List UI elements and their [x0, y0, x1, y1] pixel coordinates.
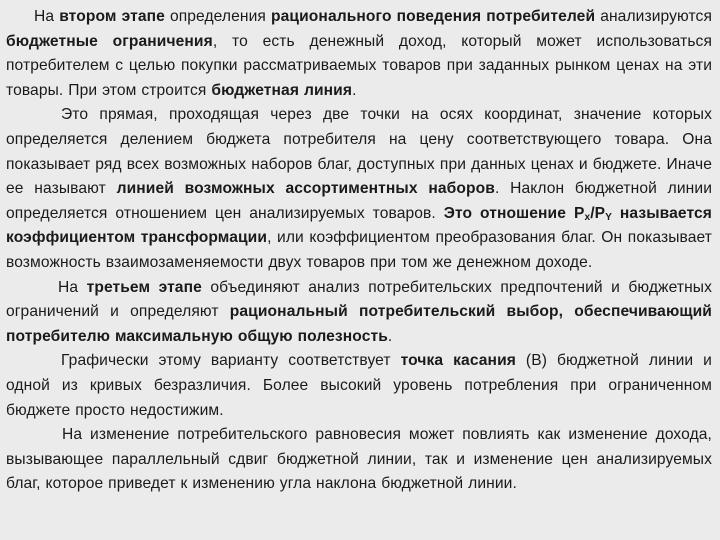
bold-term-tangency-point: точка касания — [400, 352, 516, 370]
text-run: На изменение потребительского равновесия может повлиять как изменение дохода, вызывающее параллельный сдвиг бюджетной линии, так и изменение цен анализируемых благ, которое приведет к изменению угла наклона бюджетной линии. — [6, 426, 712, 493]
bold-term-budget-line: бюджетная линия — [211, 81, 353, 99]
text-run: Это прямая, проходящая через две точки на осях координат, значение которых определяется делением бюджета потребителя на цену соответствующего товара. Она показывает ряд всех возможных наборов благ, доступных при данных ценах и бюджете. Иначе ее называют — [6, 106, 712, 198]
text-run: Графически этому варианту соответствует — [61, 352, 401, 370]
bold-term-budget-constraints: бюджетные ограничения — [6, 32, 213, 50]
text-run: анализируются — [595, 8, 712, 25]
text-run: объединяют анализ потребительских предпочтений и бюджетных ограничений и определяют — [6, 278, 712, 321]
text-run: , то есть денежный доход, который может использоваться потребителем с целью покупки рассматриваемых товаров при заданных рынком ценах на эти товары. При этом строится — [6, 32, 712, 99]
text-run: (В) бюджетной линии и одной из кривых безразличия. Более высокий уровень потребления при ограниченном бюджете просто недостижим. — [6, 352, 712, 419]
text-run: На — [34, 8, 60, 25]
paragraph-third-stage — [6, 276, 712, 350]
text-run: . — [352, 81, 357, 99]
text-run: , или коэффициентом преобразования благ. Он показывает возможность взаимозаменяемости двух товаров при том же денежном доходе. — [6, 229, 712, 271]
subscript-y: Y — [605, 211, 612, 223]
text-run: . — [387, 327, 393, 345]
text-run: . Наклон бюджетной линии определяется отношением цен анализируемых товаров. — [6, 180, 713, 222]
paragraph-budget-line-definition — [6, 103, 712, 275]
paragraph-equilibrium-change — [6, 423, 712, 497]
text-run: называется коэффициентом трансформации — [6, 204, 712, 247]
bold-term-possible-assortment-line: линией возможных ассортиментных наборов — [116, 180, 495, 198]
bold-term-rational-choice: рациональный потребительский выбор, обеспечивающий потребителю максимальную общую полезность — [6, 303, 712, 345]
subscript-x: x — [584, 211, 591, 223]
bold-term-second-stage: втором этапе — [59, 8, 165, 25]
text-run: На — [58, 278, 87, 296]
text-run: определения — [164, 8, 272, 25]
bold-term-third-stage: третьем этапе — [86, 278, 202, 296]
text-run: /P — [590, 204, 606, 222]
text-run: Это отношение P — [443, 204, 585, 222]
paragraph-second-stage — [6, 5, 712, 103]
bold-term-rational-behavior: рационального поведения потребителей — [271, 8, 596, 25]
paragraph-tangency-point — [6, 349, 712, 423]
